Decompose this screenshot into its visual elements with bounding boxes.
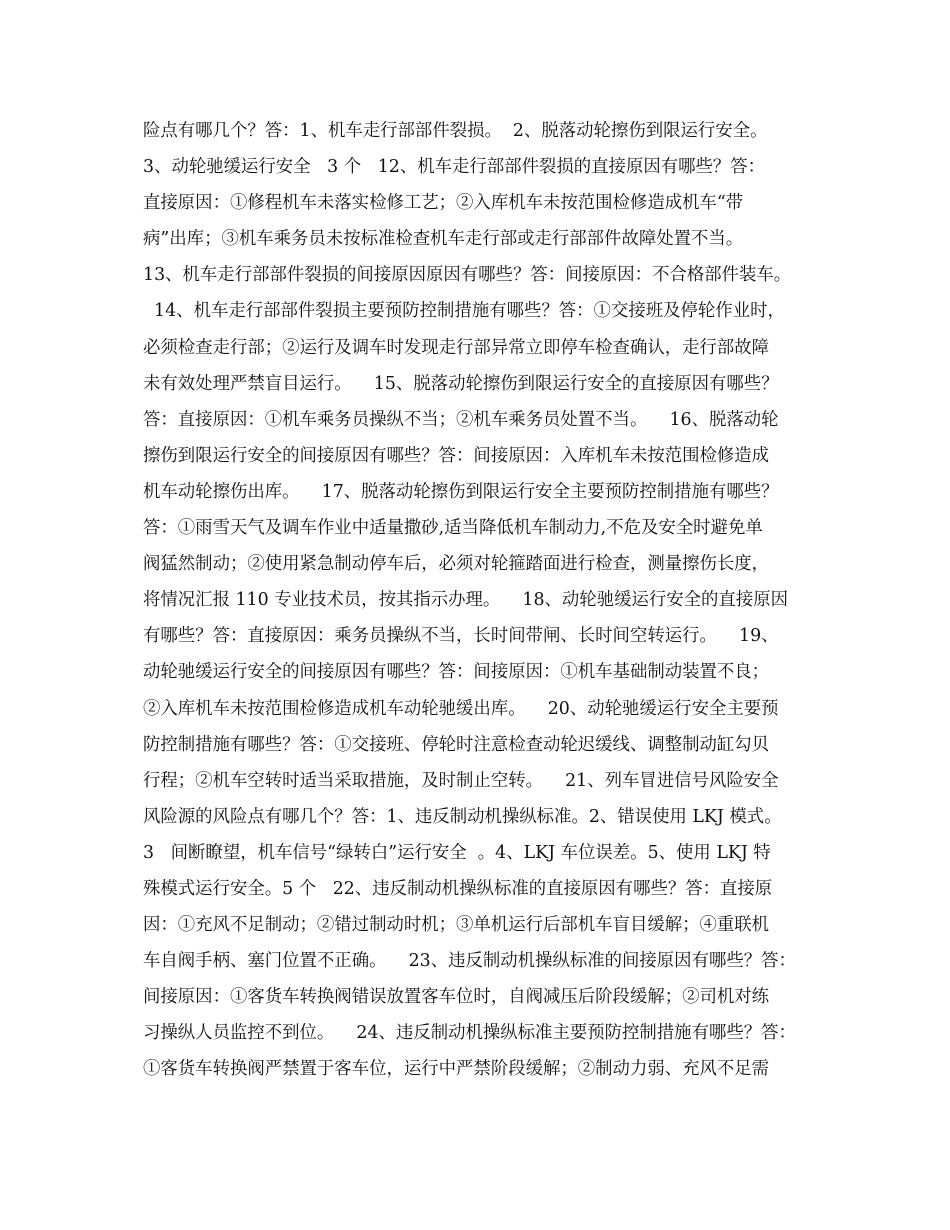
text-line: 14、机车走行部部件裂损主要预防控制措施有哪些？答：①交接班及停轮作业时， <box>143 301 785 322</box>
text-line: 答：直接原因：①机车乘务员操纵不当；②机车乘务员处置不当。 16、脱落动轮 <box>143 409 779 430</box>
text-line: 擦伤到限运行安全的间接原因有哪些？答：间接原因：入库机车未按范围检修造成 <box>143 445 770 466</box>
text-line: 3、动轮驰缓运行安全 3 个 12、机车走行部部件裂损的直接原因有哪些？答： <box>143 157 766 178</box>
text-line: 答：①雨雪天气及调车作业中适量撒砂,适当降低机车制动力,不危及安全时避免单 <box>143 518 763 539</box>
text-line: 13、机车走行部部件裂损的间接原因原因有哪些？答：间接原因：不合格部件装车。 <box>143 265 792 286</box>
text-line: 机车动轮擦伤出库。 17、脱落动轮擦伤到限运行安全主要预防控制措施有哪些？ <box>143 481 779 502</box>
text-line: 动轮驰缓运行安全的间接原因有哪些？答：间接原因：①机车基础制动装置不良； <box>143 662 770 683</box>
body-text <box>143 113 843 1088</box>
text-line: 有哪些？答：直接原因：乘务员操纵不当，长时间带闸、长时间空转运行。 19、 <box>143 626 779 647</box>
text-line: ②入库机车未按范围检修造成机车动轮驰缓出库。 20、动轮驰缓运行安全主要预 <box>143 698 779 719</box>
text-line: 风险源的风险点有哪几个？答：1、违反制动机操纵标准。2、错误使用 LKJ 模式。 <box>143 806 782 827</box>
text-line: 未有效处理严禁盲目运行。 15、脱落动轮擦伤到限运行安全的直接原因有哪些？ <box>143 373 779 394</box>
text-line: 直接原因：①修程机车未落实检修工艺；②入库机车未按范围检修造成机车“带 <box>143 193 744 214</box>
text-line: 行程；②机车空转时适当采取措施，及时制止空转。 21、列车冒进信号风险安全 <box>143 770 779 791</box>
text-line: 3 间断瞭望，机车信号“绿转白”运行安全 。4、LKJ 车位误差。5、使用 LKJ 特 <box>143 842 771 863</box>
text-line: 防控制措施有哪些？答：①交接班、停轮时注意检查动轮迟缓线、调整制动缸勾贝 <box>143 734 770 755</box>
text-line: 间接原因：①客货车转换阀错误放置客车位时，自阀减压后阶段缓解；②司机对练 <box>143 987 770 1008</box>
text-line: 病”出库；③机车乘务员未按标准检查机车走行部或走行部部件故障处置不当。 <box>143 229 744 250</box>
text-line: 习操纵人员监控不到位。 24、违反制动机操纵标准主要预防控制措施有哪些？答： <box>143 1023 796 1044</box>
text-line: ①客货车转换阀严禁置于客车位，运行中严禁阶段缓解；②制动力弱、充风不足需 <box>143 1059 770 1080</box>
text-line: 车自阀手柄、塞门位置不正确。 23、违反制动机操纵标准的间接原因有哪些？答： <box>143 951 796 972</box>
text-line: 因：①充风不足制动；②错过制动时机；③单机运行后部机车盲目缓解；④重联机 <box>143 915 770 936</box>
text-line: 将情况汇报 110 专业技术员，按其指示办理。 18、动轮驰缓运行安全的直接原因 <box>143 590 788 611</box>
text-line: 阀猛然制动；②使用紧急制动停车后，必须对轮箍踏面进行检查，测量擦伤长度， <box>143 554 770 575</box>
text-line: 殊模式运行安全。5 个 22、违反制动机操纵标准的直接原因有哪些？答：直接原 <box>143 878 773 899</box>
text-line: 险点有哪几个？答：1、机车走行部部件裂损。 2、脱落动轮擦伤到限运行安全。 <box>143 121 768 141</box>
text-line: 必须检查走行部；②运行及调车时发现走行部异常立即停车检查确认，走行部故障 <box>143 337 770 358</box>
